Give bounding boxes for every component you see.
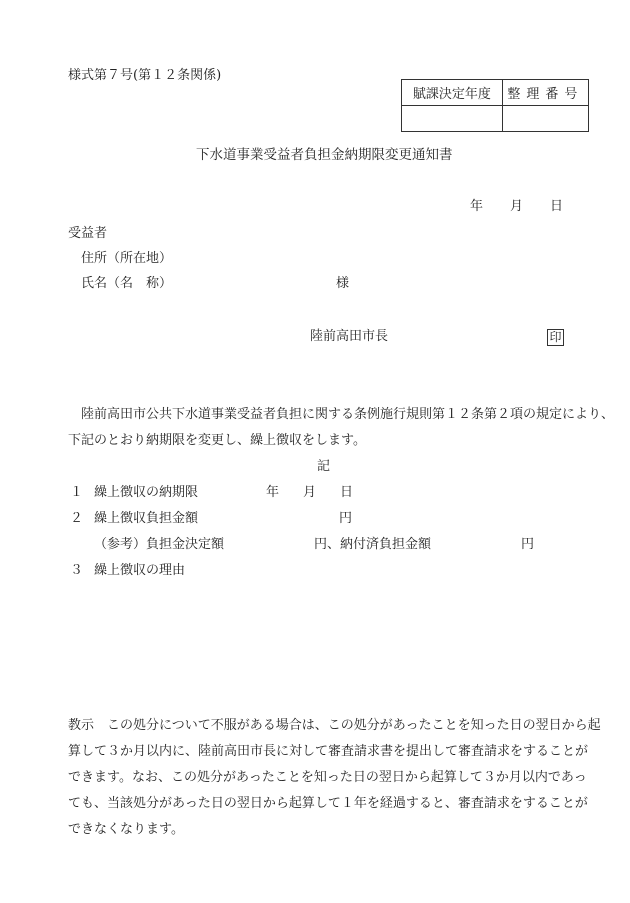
item1-number: １	[70, 485, 84, 500]
date-year: 年	[470, 199, 484, 214]
form-label: 様式第７号(第１２条関係)	[68, 68, 222, 83]
reference-table	[401, 79, 589, 132]
fiscal-year-cell	[402, 106, 503, 132]
date-day: 日	[550, 199, 564, 214]
honorific: 様	[336, 276, 350, 291]
address-label: 住所（所在地）	[81, 251, 173, 266]
seal-mark: 印	[547, 329, 564, 346]
item1-day: 日	[340, 485, 354, 500]
notice-line-3: できます。なお、この処分があったことを知った日の翌日から起算して３か月以内であっ	[68, 770, 587, 785]
item2-label: 繰上徴収負担金額	[94, 511, 199, 526]
notice-line-4: ても、当該処分があった日の翌日から起算して１年を経過すると、審査請求をすることが	[68, 796, 588, 811]
item1-label: 繰上徴収の納期限	[94, 485, 199, 500]
item3-label: 繰上徴収の理由	[94, 563, 186, 578]
ki-heading: 記	[317, 459, 331, 474]
body-line-2: 下記のとおり納期限を変更し、繰上徴収をします。	[68, 433, 366, 448]
notice-line-1: 教示 この処分について不服がある場合は、この処分があったことを知った日の翌日から起	[68, 718, 601, 733]
notice-line-2: 算して３か月以内に、陸前高田市長に対して審査請求書を提出して審査請求をすることが	[68, 744, 589, 759]
item3-number: ３	[70, 563, 84, 578]
name-label: 氏名（名 称）	[81, 276, 173, 291]
item1-month: 月	[303, 485, 317, 500]
reference-label: （参考）負担金決定額	[94, 537, 225, 552]
date-month: 月	[510, 199, 524, 214]
body-line-1: 陸前高田市公共下水道事業受益者負担に関する条例施行規則第１２条第２項の規定により、	[81, 407, 615, 422]
reference-paid-yen: 円	[521, 537, 535, 552]
issuer-name: 陸前高田市長	[310, 329, 389, 344]
recipient-label: 受益者	[68, 226, 108, 241]
document-title: 下水道事業受益者負担金納期限変更通知書	[196, 147, 453, 163]
item2-yen: 円	[339, 511, 353, 526]
reference-paid-label: 円、納付済負担金額	[314, 537, 432, 552]
item2-number: ２	[70, 511, 84, 526]
item1-year: 年	[266, 485, 280, 500]
reference-number-header: 整理番号	[502, 80, 588, 106]
fiscal-year-header: 賦課決定年度	[402, 80, 503, 106]
reference-number-cell	[502, 106, 588, 132]
notice-line-5: できなくなります。	[68, 822, 184, 837]
